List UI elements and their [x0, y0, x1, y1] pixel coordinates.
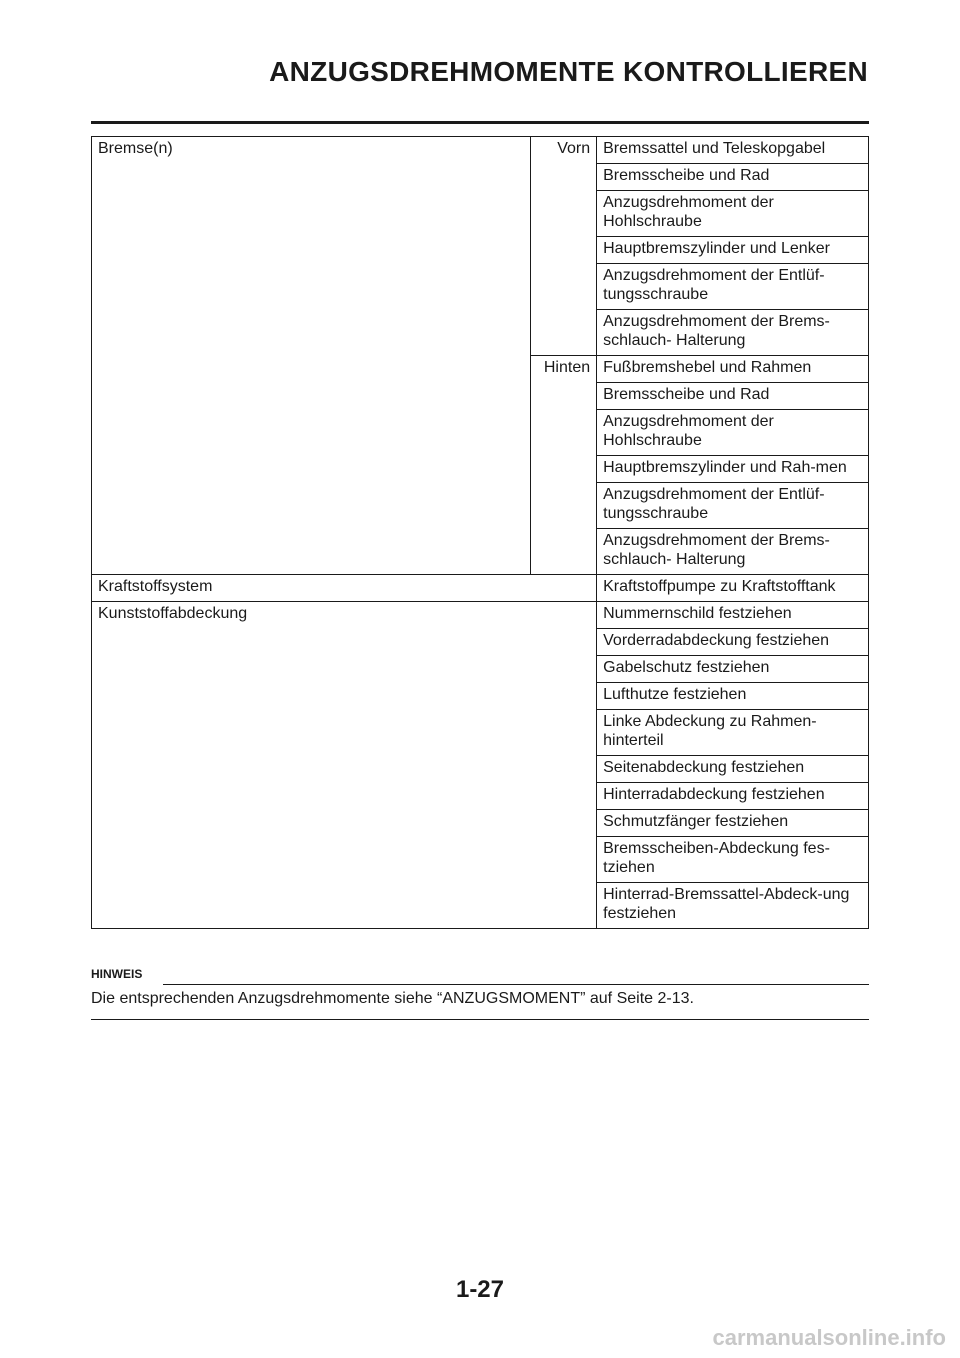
item-cell: Anzugsdrehmoment der Hohlschraube — [597, 191, 869, 237]
item-cell: Hinterradabdeckung festziehen — [597, 783, 869, 810]
item-cell: Anzugsdrehmoment der Brems-schlauch- Halterung — [597, 310, 869, 356]
item-cell: Schmutzfänger festziehen — [597, 810, 869, 837]
subgroup-cell-rear: Hinten — [531, 356, 597, 575]
item-cell: Nummernschild festziehen — [597, 602, 869, 629]
torque-check-table — [91, 136, 869, 929]
item-cell: Anzugsdrehmoment der Entlüf-tungsschraube — [597, 264, 869, 310]
item-cell: Bremssattel und Teleskopgabel — [597, 137, 869, 164]
title-rule — [91, 121, 869, 124]
item-cell: Bremsscheibe und Rad — [597, 383, 869, 410]
note-label: HINWEIS — [91, 967, 143, 981]
note-rule — [163, 984, 869, 985]
item-cell: Hauptbremszylinder und Rah-men — [597, 456, 869, 483]
item-cell: Hauptbremszylinder und Lenker — [597, 237, 869, 264]
item-cell: Linke Abdeckung zu Rahmen-hinterteil — [597, 710, 869, 756]
page-number: 1-27 — [455, 1276, 505, 1303]
item-cell: Fußbremshebel und Rahmen — [597, 356, 869, 383]
item-cell: Kraftstoffpumpe zu Kraftstofftank — [597, 575, 869, 602]
page-title: ANZUGSDREHMOMENTE KONTROLLIEREN — [269, 56, 868, 87]
item-cell: Anzugsdrehmoment der Brems-schlauch- Halterung — [597, 529, 869, 575]
group-cell-fuel: Kraftstoffsystem — [92, 575, 597, 602]
item-cell: Anzugsdrehmoment der Entlüf-tungsschraube — [597, 483, 869, 529]
item-cell: Gabelschutz festziehen — [597, 656, 869, 683]
item-cell: Seitenabdeckung festziehen — [597, 756, 869, 783]
table-row — [92, 602, 869, 629]
note-bottom-rule — [91, 1019, 869, 1020]
note-text: Die entsprechenden Anzugsdrehmomente siehe “ANZUGSMOMENT” auf Seite 2-13. — [91, 990, 694, 1007]
item-cell: Bremsscheibe und Rad — [597, 164, 869, 191]
item-cell: Lufthutze festziehen — [597, 683, 869, 710]
table-row — [92, 137, 869, 164]
item-cell: Anzugsdrehmoment der Hohlschraube — [597, 410, 869, 456]
table-row — [92, 575, 869, 602]
item-cell: Vorderradabdeckung festziehen — [597, 629, 869, 656]
group-cell-brakes: Bremse(n) — [92, 137, 531, 575]
item-cell: Bremsscheiben-Abdeckung fes-tziehen — [597, 837, 869, 883]
item-cell: Hinterrad-Bremssattel-Abdeck-ung festziehen — [597, 883, 869, 929]
watermark: carmanualsonline.info — [712, 1325, 946, 1350]
subgroup-cell-front: Vorn — [531, 137, 597, 356]
group-cell-plastic: Kunststoffabdeckung — [92, 602, 597, 929]
